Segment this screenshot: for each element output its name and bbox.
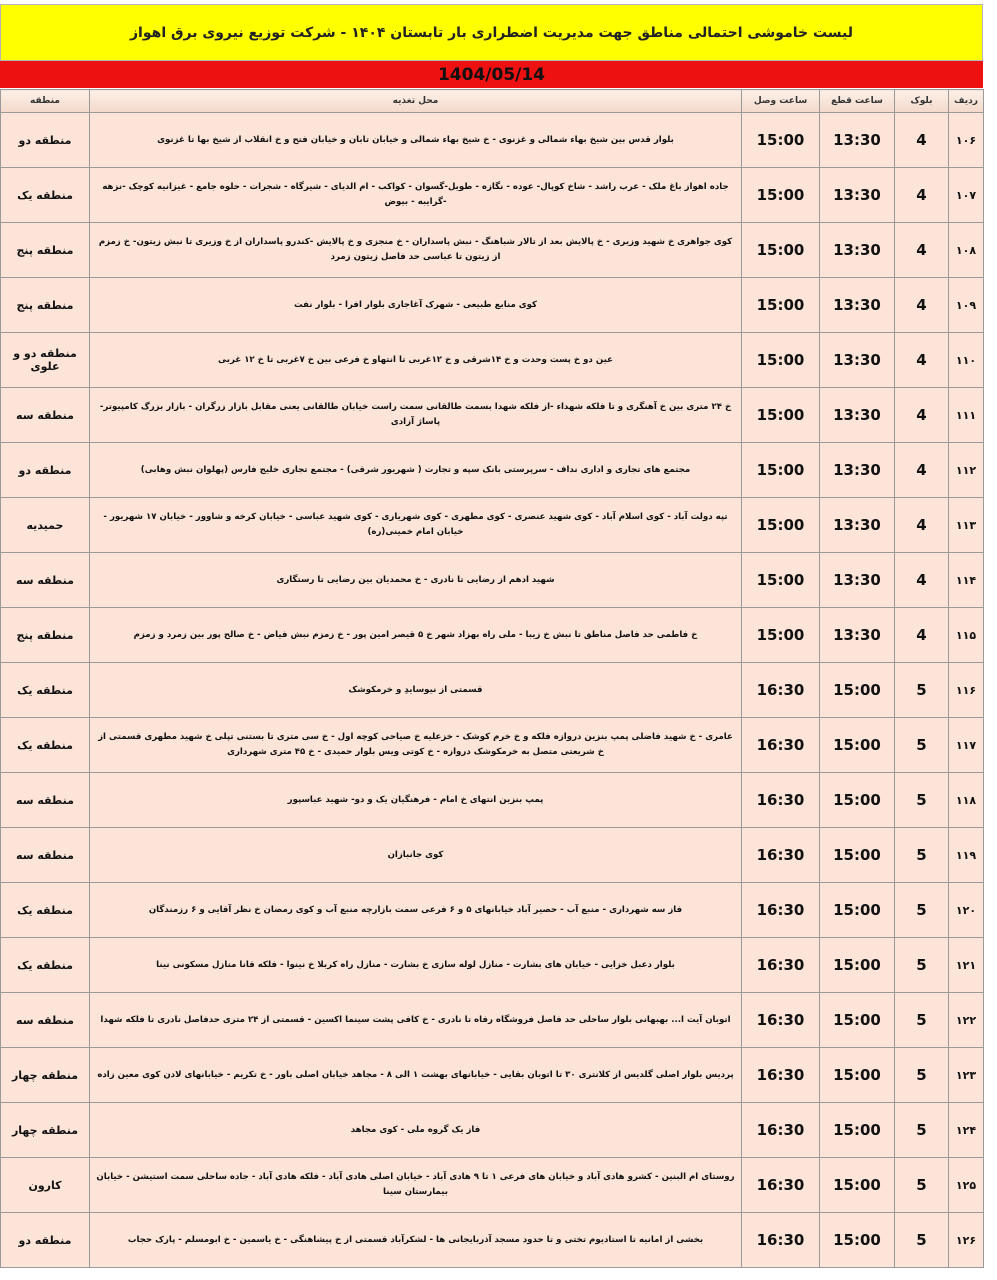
table-row [1, 498, 984, 553]
connect-time-cell: 15:00 [742, 388, 820, 443]
cut-time-cell: 15:00 [820, 1213, 895, 1268]
block-cell: 5 [895, 938, 949, 993]
row-number-cell: ۱۱۲ [949, 443, 984, 498]
block-cell: 5 [895, 1213, 949, 1268]
row-number-cell: ۱۲۰ [949, 883, 984, 938]
area-cell: منطقه سه [1, 553, 90, 608]
table-row [1, 1213, 984, 1268]
block-cell: 5 [895, 828, 949, 883]
block-cell: 4 [895, 608, 949, 663]
header-location: محل تغذیه [90, 90, 742, 113]
area-cell: منطقه پنج [1, 608, 90, 663]
connect-time-cell: 15:00 [742, 498, 820, 553]
block-cell: 4 [895, 113, 949, 168]
table-row [1, 223, 984, 278]
location-cell: فاز یک گروه ملی - کوی مجاهد [90, 1103, 742, 1158]
row-number-cell: ۱۲۳ [949, 1048, 984, 1103]
location-cell: شهید ادهم از رضایی تا نادری - خ محمدیان بین رضایی تا رستگاری [90, 553, 742, 608]
area-cell: منطقه یک [1, 938, 90, 993]
row-number-cell: ۱۲۵ [949, 1158, 984, 1213]
row-number-cell: ۱۲۱ [949, 938, 984, 993]
connect-time-cell: 15:00 [742, 223, 820, 278]
page-title: لیست خاموشی احتمالی مناطق جهت مدیریت اضطراری بار تابستان ۱۴۰۴ - شرکت توزیع نیروی برق اهواز [0, 4, 983, 61]
row-number-cell: ۱۱۵ [949, 608, 984, 663]
connect-time-cell: 16:30 [742, 1048, 820, 1103]
row-number-cell: ۱۰۸ [949, 223, 984, 278]
row-number-cell: ۱۱۹ [949, 828, 984, 883]
area-cell: منطقه دو [1, 113, 90, 168]
connect-time-cell: 16:30 [742, 883, 820, 938]
table-row [1, 608, 984, 663]
cut-time-cell: 15:00 [820, 663, 895, 718]
table-row [1, 1103, 984, 1158]
location-cell: جاده اهواز باغ ملک - عرب راشد - شاخ کوپال- عوده - نگازه - طویل-گسوان - کواکب - ام الدیای - شیرگاه - شجرات - حلوه جامع - غیزانیه کوچک -نزهه -گرایبه - بیوض [90, 168, 742, 223]
table-row [1, 553, 984, 608]
block-cell: 4 [895, 443, 949, 498]
location-cell: روستای ام البنین - کشرو هادی آباد و خیابان های فرعی ۱ تا ۹ هادی آباد - خیابان اصلی هادی آباد - فلکه هادی آباد - جاده ساحلی سمت استیشن - خیابان بیمارستان سینا [90, 1158, 742, 1213]
location-cell: مجتمع های تجاری و اداری نداف - سرپرستی بانک سپه و تجارت ( شهریور شرقی) - مجتمع تجاری خلیج فارس (پهلوان نبش وهابی) [90, 443, 742, 498]
row-number-cell: ۱۰۷ [949, 168, 984, 223]
block-cell: 5 [895, 1103, 949, 1158]
row-number-cell: ۱۲۶ [949, 1213, 984, 1268]
block-cell: 4 [895, 498, 949, 553]
cut-time-cell: 13:30 [820, 388, 895, 443]
header-cut-time: ساعت قطع [820, 90, 895, 113]
cut-time-cell: 13:30 [820, 553, 895, 608]
cut-time-cell: 13:30 [820, 168, 895, 223]
block-cell: 5 [895, 663, 949, 718]
row-number-cell: ۱۱۷ [949, 718, 984, 773]
row-number-cell: ۱۱۳ [949, 498, 984, 553]
cut-time-cell: 13:30 [820, 278, 895, 333]
location-cell: خ ۲۴ متری بین خ آهنگری و تا فلکه شهداء -از فلکه شهدا بسمت طالقانی سمت راست خیابان طالقانی یعنی مقابل بازار زرگران - بازار بزرگ کامپیوتر- پاساژ آزادی [90, 388, 742, 443]
cut-time-cell: 13:30 [820, 443, 895, 498]
table-row [1, 828, 984, 883]
connect-time-cell: 16:30 [742, 1213, 820, 1268]
connect-time-cell: 16:30 [742, 1103, 820, 1158]
cut-time-cell: 13:30 [820, 113, 895, 168]
area-cell: کارون [1, 1158, 90, 1213]
cut-time-cell: 15:00 [820, 938, 895, 993]
location-cell: فاز سه شهرداری - منبع آب - حصیر آباد خیابانهای ۵ و ۶ فرعی سمت بازارچه منبع آب و کوی رمضان خ نظر آقایی و ۶ رزمندگان [90, 883, 742, 938]
table-row [1, 168, 984, 223]
cut-time-cell: 15:00 [820, 773, 895, 828]
connect-time-cell: 16:30 [742, 663, 820, 718]
connect-time-cell: 16:30 [742, 828, 820, 883]
connect-time-cell: 15:00 [742, 168, 820, 223]
block-cell: 5 [895, 718, 949, 773]
connect-time-cell: 15:00 [742, 553, 820, 608]
block-cell: 5 [895, 773, 949, 828]
location-cell: بلوار قدس بین شیخ بهاء شمالی و غزنوی - خ شیخ بهاء شمالی و خیابان تابان و خیابان فتح و خ انقلاب از شیخ بها تا غزنوی [90, 113, 742, 168]
row-number-cell: ۱۲۴ [949, 1103, 984, 1158]
block-cell: 4 [895, 333, 949, 388]
cut-time-cell: 15:00 [820, 1048, 895, 1103]
area-cell: منطقه سه [1, 828, 90, 883]
area-cell: منطقه سه [1, 773, 90, 828]
location-cell: بلوار دعبل خزایی - خیابان های بشارت - منازل لوله سازی خ بشارت - منازل راه کربلا خ نینوا - فلکه قانا منازل مسکونی نینا [90, 938, 742, 993]
connect-time-cell: 16:30 [742, 938, 820, 993]
row-number-cell: ۱۲۲ [949, 993, 984, 1048]
location-cell: کوی جواهری خ شهید وزیری - خ پالایش بعد از تالار شباهنگ - نبش پاسداران - خ منجزی و خ پالایش -کندرو پاسداران از خ وزیری تا نبش زیتون- خ زمزم از زیتون تا عباسی حد فاصل زیتون زمرد [90, 223, 742, 278]
table-row [1, 113, 984, 168]
cut-time-cell: 13:30 [820, 498, 895, 553]
area-cell: منطقه پنج [1, 223, 90, 278]
area-cell: منطقه یک [1, 663, 90, 718]
location-cell: بخشی از امانیه تا استادیوم تختی و تا حدود مسجد آذربایجانی ها - لشکرآباد قسمتی از خ پیشاهنگی - خ یاسمین - خ ابومسلم - پارک حجاب [90, 1213, 742, 1268]
header-connect-time: ساعت وصل [742, 90, 820, 113]
area-cell: منطقه یک [1, 168, 90, 223]
connect-time-cell: 16:30 [742, 1158, 820, 1213]
block-cell: 4 [895, 388, 949, 443]
table-header-row [1, 90, 984, 113]
location-cell: عین دو خ پست وحدت و خ ۱۴شرقی و خ ۱۲غربی تا انتهاو خ فرعی بین خ ۷غربی تا خ ۱۲ غربی [90, 333, 742, 388]
table-row [1, 388, 984, 443]
area-cell: منطقه سه [1, 993, 90, 1048]
area-cell: منطقه دو [1, 443, 90, 498]
table-row [1, 278, 984, 333]
block-cell: 5 [895, 993, 949, 1048]
location-cell: خ فاطمی حد فاصل مناطق تا نبش خ زیبا - ملی راه بهزاد شهر خ ۵ قیصر امین پور - خ زمزم نبش فیاض - خ صالح پور بین زمرد و زمزم [90, 608, 742, 663]
area-cell: منطقه یک [1, 883, 90, 938]
location-cell: پردیس بلوار اصلی گلدیس از کلانتری ۳۰ تا اتوبان بقایی - خیابانهای بهشت ۱ الی ۸ - مجاهد خیابان اصلی باور - خ تکریم - خیابانهای لادن کوی معین زاده [90, 1048, 742, 1103]
table-row [1, 443, 984, 498]
date-bar: 1404/05/14 [0, 61, 983, 88]
block-cell: 5 [895, 1158, 949, 1213]
location-cell: کوی جانبازان [90, 828, 742, 883]
location-cell: تپه دولت آباد - کوی اسلام آباد - کوی شهید عنصری - کوی مطهری - کوی شهریاری - کوی شهید عباسی - خیابان کرخه و شاوور - خیابان ۱۷ شهریور - خیابان امام خمینی(ره) [90, 498, 742, 553]
cut-time-cell: 13:30 [820, 333, 895, 388]
cut-time-cell: 15:00 [820, 883, 895, 938]
connect-time-cell: 15:00 [742, 608, 820, 663]
cut-time-cell: 15:00 [820, 1158, 895, 1213]
table-row [1, 663, 984, 718]
connect-time-cell: 16:30 [742, 993, 820, 1048]
table-row [1, 938, 984, 993]
table-row [1, 718, 984, 773]
table-row [1, 1048, 984, 1103]
cut-time-cell: 13:30 [820, 223, 895, 278]
outage-table [0, 89, 984, 1268]
block-cell: 4 [895, 168, 949, 223]
table-row [1, 333, 984, 388]
connect-time-cell: 15:00 [742, 443, 820, 498]
row-number-cell: ۱۰۶ [949, 113, 984, 168]
connect-time-cell: 15:00 [742, 278, 820, 333]
table-row [1, 773, 984, 828]
table-row [1, 993, 984, 1048]
location-cell: عامری - خ شهید فاضلی پمپ بنزین دروازه فلکه و خ خرم کوشک - خزعلیه خ صیاحی کوچه اول - خ سی متری تا بستنی تپلی خ شهید مطهری قسمتی از خ شریعتی متصل به خرمکوشک دروازه - خ کوتی ویس بلوار حمیدی - خ ۴۵ متری شهرداری [90, 718, 742, 773]
header-area: منطقه [1, 90, 90, 113]
header-block: بلوک [895, 90, 949, 113]
cut-time-cell: 15:00 [820, 1103, 895, 1158]
area-cell: منطقه پنج [1, 278, 90, 333]
row-number-cell: ۱۱۴ [949, 553, 984, 608]
block-cell: 5 [895, 1048, 949, 1103]
table-body [1, 113, 984, 1268]
block-cell: 4 [895, 223, 949, 278]
location-cell: اتوبان آیت ا... بهبهانی بلوار ساحلی حد فاصل فروشگاه رفاه تا نادری - خ کافی پشت سینما اکسین - قسمتی از ۲۴ متری حدفاصل نادری تا فلکه شهدا [90, 993, 742, 1048]
row-number-cell: ۱۰۹ [949, 278, 984, 333]
row-number-cell: ۱۱۱ [949, 388, 984, 443]
block-cell: 5 [895, 883, 949, 938]
location-cell: پمپ بنزین انتهای خ امام - فرهنگیان یک و دو- شهید عباسپور [90, 773, 742, 828]
cut-time-cell: 15:00 [820, 718, 895, 773]
block-cell: 4 [895, 278, 949, 333]
connect-time-cell: 16:30 [742, 718, 820, 773]
location-cell: کوی منابع طبیعی - شهرک آغاجاری بلوار افرا - بلوار نفت [90, 278, 742, 333]
block-cell: 4 [895, 553, 949, 608]
connect-time-cell: 15:00 [742, 113, 820, 168]
area-cell: منطقه دو و علوی [1, 333, 90, 388]
area-cell: منطقه چهار [1, 1048, 90, 1103]
area-cell: منطقه دو [1, 1213, 90, 1268]
cut-time-cell: 15:00 [820, 993, 895, 1048]
row-number-cell: ۱۱۸ [949, 773, 984, 828]
header-row-number: ردیف [949, 90, 984, 113]
area-cell: منطقه سه [1, 388, 90, 443]
table-row [1, 883, 984, 938]
connect-time-cell: 16:30 [742, 773, 820, 828]
table-row [1, 1158, 984, 1213]
cut-time-cell: 13:30 [820, 608, 895, 663]
area-cell: حمیدیه [1, 498, 90, 553]
cut-time-cell: 15:00 [820, 828, 895, 883]
location-cell: قسمتی از نیوسایدِ و خرمکوشک [90, 663, 742, 718]
area-cell: منطقه یک [1, 718, 90, 773]
row-number-cell: ۱۱۶ [949, 663, 984, 718]
row-number-cell: ۱۱۰ [949, 333, 984, 388]
connect-time-cell: 15:00 [742, 333, 820, 388]
area-cell: منطقه چهار [1, 1103, 90, 1158]
